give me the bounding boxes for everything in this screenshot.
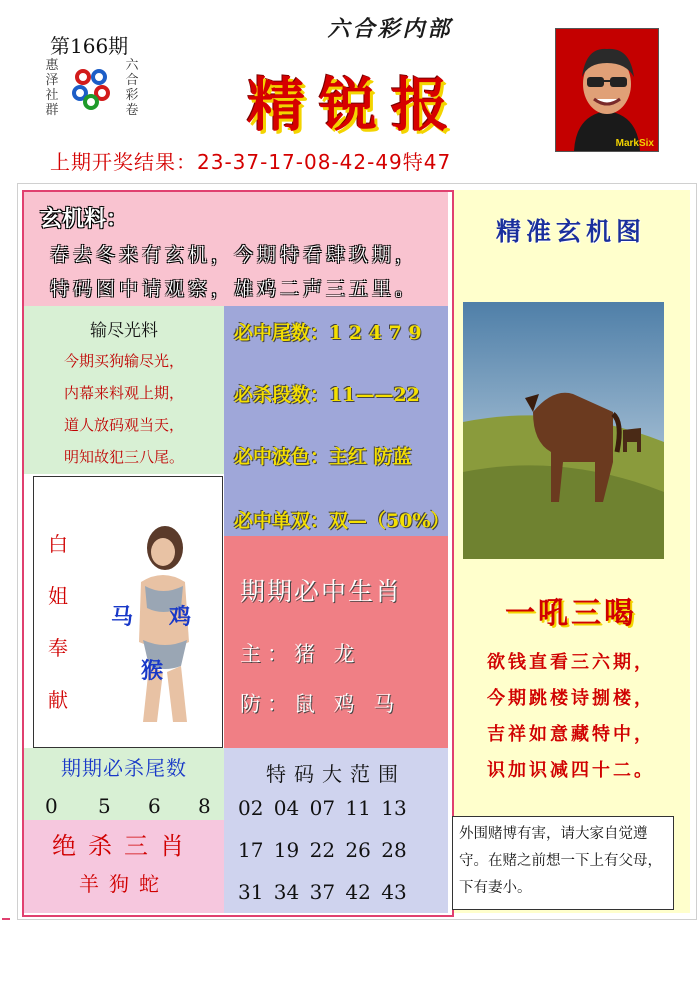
shengxiao-guard: 防：鼠 鸡 马 [240,692,401,716]
xuanji-line: 特码图中请观察，雄鸡二声三五里。 [50,278,419,300]
gambling-warning: 外围赌博有害，请大家自觉遵守。在赌之前想一下上有父母，下有妻小。 [452,816,674,910]
shengxiao-title: 期期必中生肖 [240,577,403,606]
tail-digit: 5 [98,794,111,818]
weishu-title: 期期必杀尾数 [61,756,187,780]
tail-digit: 6 [148,794,161,818]
zodiac-mark: 马 [111,604,134,630]
fanwei-row: 17 19 22 26 28 [238,838,407,862]
shuji-line: 道人放码观当天， [63,416,184,434]
shuji-line: 明知故犯三八尾。 [63,448,184,466]
fanwei-title: 特码大范围 [266,762,406,786]
tail-number-line: 必中尾数：1 2 4 7 9 [234,322,422,344]
shuji-title: 输尽光料 [90,321,158,341]
kill-range-line: 必杀段数：11——22 [234,384,420,406]
logo-right-text [123,58,141,118]
poem-line: 欲钱直看三六期， [487,652,655,673]
juesha-items: 羊狗蛇 [79,872,169,896]
juesha-title: 绝杀三肖 [52,832,196,860]
sister-char: 白 [48,532,68,556]
last-draw-result: 上期开奖结果：23-37-17-08-42-49特47 [50,150,452,174]
zodiac-mark: 鸡 [169,604,192,630]
tail-digit: 0 [45,794,58,818]
logo-left-label: 惠泽社群 [45,58,59,118]
xuanji-title: 玄机料： [40,206,129,232]
logo-mark-icon [69,66,113,110]
shengxiao-main: 主：猪 龙 [240,642,361,666]
horse-image [463,302,664,559]
poem-line: 今期跳楼诗捌楼， [487,688,655,709]
edge-mark [2,918,10,920]
shuji-line: 今期买狗输尽光， [63,352,184,370]
logo-right-label: 六合彩卷 [125,58,139,118]
zodiac-mark: 猴 [141,658,164,684]
tail-digit: 8 [198,794,211,818]
sister-char: 姐 [48,584,68,608]
poem-title: 一吼三喝 [505,596,637,631]
left-block-border [22,190,454,917]
precision-title: 精准玄机图 [495,217,646,246]
poem-line: 吉祥如意藏特中， [487,724,655,745]
xuanji-line: 春去冬来有玄机，今期特看肆玖期， [50,244,419,266]
portrait-photo [555,28,659,152]
fanwei-row: 31 34 37 42 43 [238,880,407,904]
logo [27,52,155,130]
portrait-icon [556,29,658,151]
wave-color-line: 必中波色：主红 防蓝 [234,446,412,468]
odd-even-line: 必中单双：双—（50%） [234,510,450,532]
masthead-title: 精锐报 [246,71,463,139]
logo-left-text [43,58,61,118]
sister-char: 献 [48,688,68,712]
portrait-caption: MarkSix [615,138,654,149]
shuji-line: 内幕来料观上期， [63,384,184,402]
masthead-subtitle: 六合彩内部 [327,16,453,42]
poem-line: 识加识减四十二。 [487,760,655,781]
issue-number: 第166期 [50,34,129,58]
horse-icon [463,302,664,559]
sister-char: 奉 [48,636,68,660]
fanwei-row: 02 04 07 11 13 [238,796,407,820]
